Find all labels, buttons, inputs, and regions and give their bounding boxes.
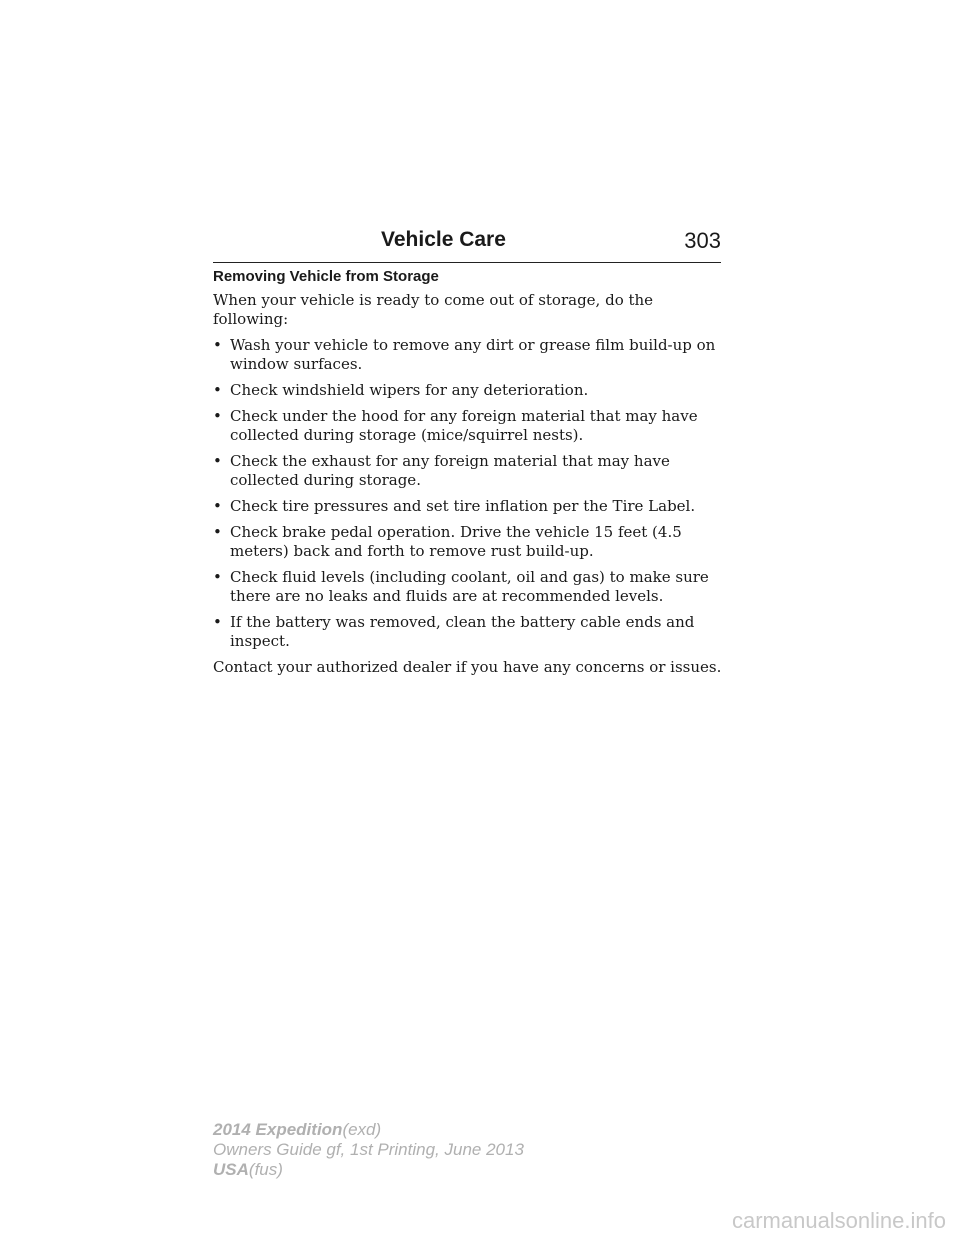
list-item [213, 497, 725, 516]
list-item-text: Check the exhaust for any foreign material that may have collected during storage. [230, 452, 670, 489]
list-item [213, 452, 725, 490]
bullet-icon: • [213, 336, 222, 354]
footer-line-market [213, 1160, 524, 1180]
list-item-text: Check fluid levels (including coolant, oil and gas) to make sure there are no leaks and fluids are at recommended levels. [230, 568, 709, 605]
footer-model-code: (exd) [342, 1120, 382, 1139]
bullet-icon: • [213, 613, 222, 631]
footer-market: USA [213, 1160, 249, 1179]
list-item [213, 336, 725, 374]
intro-paragraph: When your vehicle is ready to come out of storage, do the following: [213, 291, 654, 328]
bullet-icon: • [213, 407, 222, 425]
footer-line-model [213, 1120, 524, 1140]
bullet-icon: • [213, 523, 222, 541]
subheading: Removing Vehicle from Storage [213, 268, 439, 285]
bullet-list [213, 336, 725, 651]
list-item [213, 381, 725, 400]
list-item [213, 613, 725, 651]
watermark: carmanualsonline.info [731, 1208, 946, 1233]
section-title: Vehicle Care [381, 228, 506, 251]
list-item-text: Check brake pedal operation. Drive the vehicle 15 feet (4.5 meters) back and forth to remove rust build-up. [230, 523, 682, 560]
print-footer [213, 1120, 524, 1180]
list-item-text: Check windshield wipers for any deterioration. [230, 381, 589, 399]
page-header [213, 226, 721, 263]
footer-market-code: (fus) [248, 1160, 283, 1179]
closing-paragraph: Contact your authorized dealer if you have any concerns or issues. [213, 658, 722, 676]
page-content [213, 268, 725, 684]
list-item [213, 407, 725, 445]
bullet-icon: • [213, 497, 222, 515]
bullet-icon: • [213, 452, 222, 470]
list-item [213, 568, 725, 606]
list-item-text: Check under the hood for any foreign material that may have collected during storage (mice/squirrel nests). [230, 407, 698, 444]
footer-model: 2014 Expedition [213, 1120, 343, 1139]
footer-line-printing: Owners Guide gf, 1st Printing, June 2013 [213, 1140, 524, 1159]
list-item-text: Wash your vehicle to remove any dirt or grease film build-up on window surfaces. [230, 336, 716, 373]
bullet-icon: • [213, 568, 222, 586]
page-number: 303 [684, 228, 721, 253]
list-item [213, 523, 725, 561]
bullet-icon: • [213, 381, 222, 399]
list-item-text: Check tire pressures and set tire inflation per the Tire Label. [230, 497, 696, 515]
list-item-text: If the battery was removed, clean the battery cable ends and inspect. [230, 613, 695, 650]
